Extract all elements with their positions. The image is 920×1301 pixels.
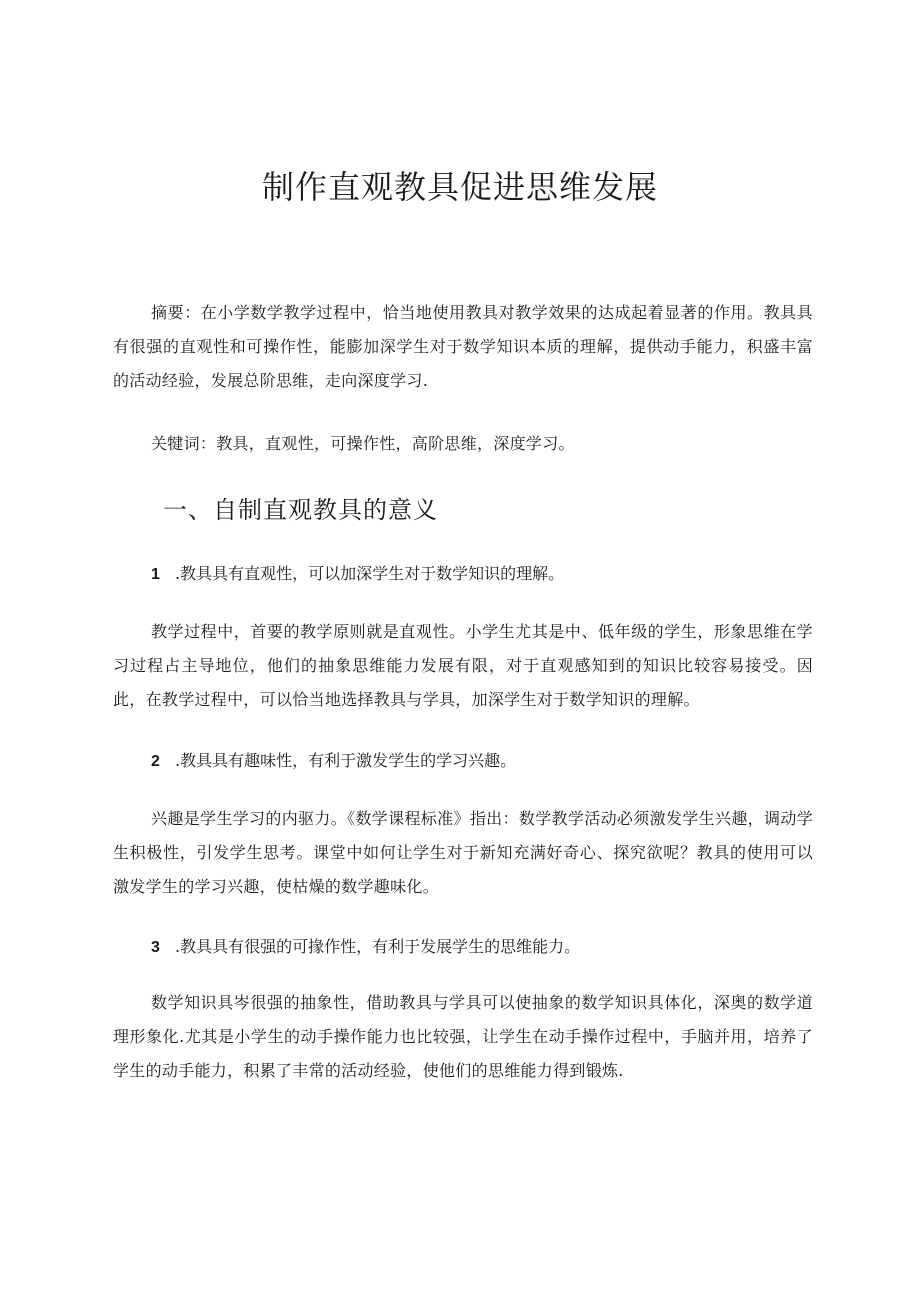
body-paragraph-1: 教学过程中，首要的教学原则就是直观性。小学生尤其是中、低年级的学生，形象思维在学习过程占主导地位，他们的抽象思维能力发展有限，对于直观感知到的知识比较容易接受。因此，在教学过程中，可以恰当地选择教具与学具，加深学生对于数学知识的理解。 — [113, 622, 813, 709]
subheading-3 — [151, 930, 580, 965]
keywords-paragraph: 关犍词：教具，直观性，可操作性，高阶思维，深度学习。 — [151, 434, 575, 453]
subheading-number: 3 — [151, 939, 160, 956]
body-paragraph-2: 兴趣是学生学习的内驱力。《数学课程标准》指出：数学教学活动必须激发学生兴趣，调动学生积极性，引发学生思考。课堂中如何让学生对于新知充满好奇心、探究欲呢？教具的使用可以激发学生的学习兴趣，使枯燥的数学趣味化。 — [113, 809, 813, 896]
abstract-paragraph: 摘要：在小学数学教学过程中，恰当地使用教具对教学效果的达成起着显著的作用。教具具有很强的直观性和可操作性，能膨加深学生对于数学知识本质的理解，提供动手能力，积盛丰富的活动经验，发展总阶思维，走向深度学习. — [113, 303, 813, 390]
subheading-text: .教具具有很强的可掾作性，有利于发展学生的思维能力。 — [175, 937, 581, 956]
section-heading: 一、自制直观教具的意义 — [163, 496, 438, 524]
subheading-number: 1 — [151, 566, 160, 583]
subheading-number: 2 — [151, 753, 160, 770]
page-title: 制作直观教具促进思维发展 — [261, 168, 658, 206]
subheading-text: .教具具有趣味性，有利于激发学生的学习兴趣。 — [175, 751, 517, 770]
subheading-1 — [151, 557, 564, 592]
subheading-2 — [151, 744, 516, 779]
subheading-text: .教具具有直观性，可以加深学生对于数学知识的理解。 — [175, 564, 565, 583]
body-paragraph-3: 数学知识具岑很强的抽象性，借助教具与学具可以使抽象的数学知识具体化，深奥的数学道理形象化.尤其是小学生的动手操作能力也比较强，让学生在动手操作过程中，手脑并用，培养了学生的动手能力，积累了丰常的活动经验，使他们的思维能力得到锻炼. — [113, 993, 813, 1080]
